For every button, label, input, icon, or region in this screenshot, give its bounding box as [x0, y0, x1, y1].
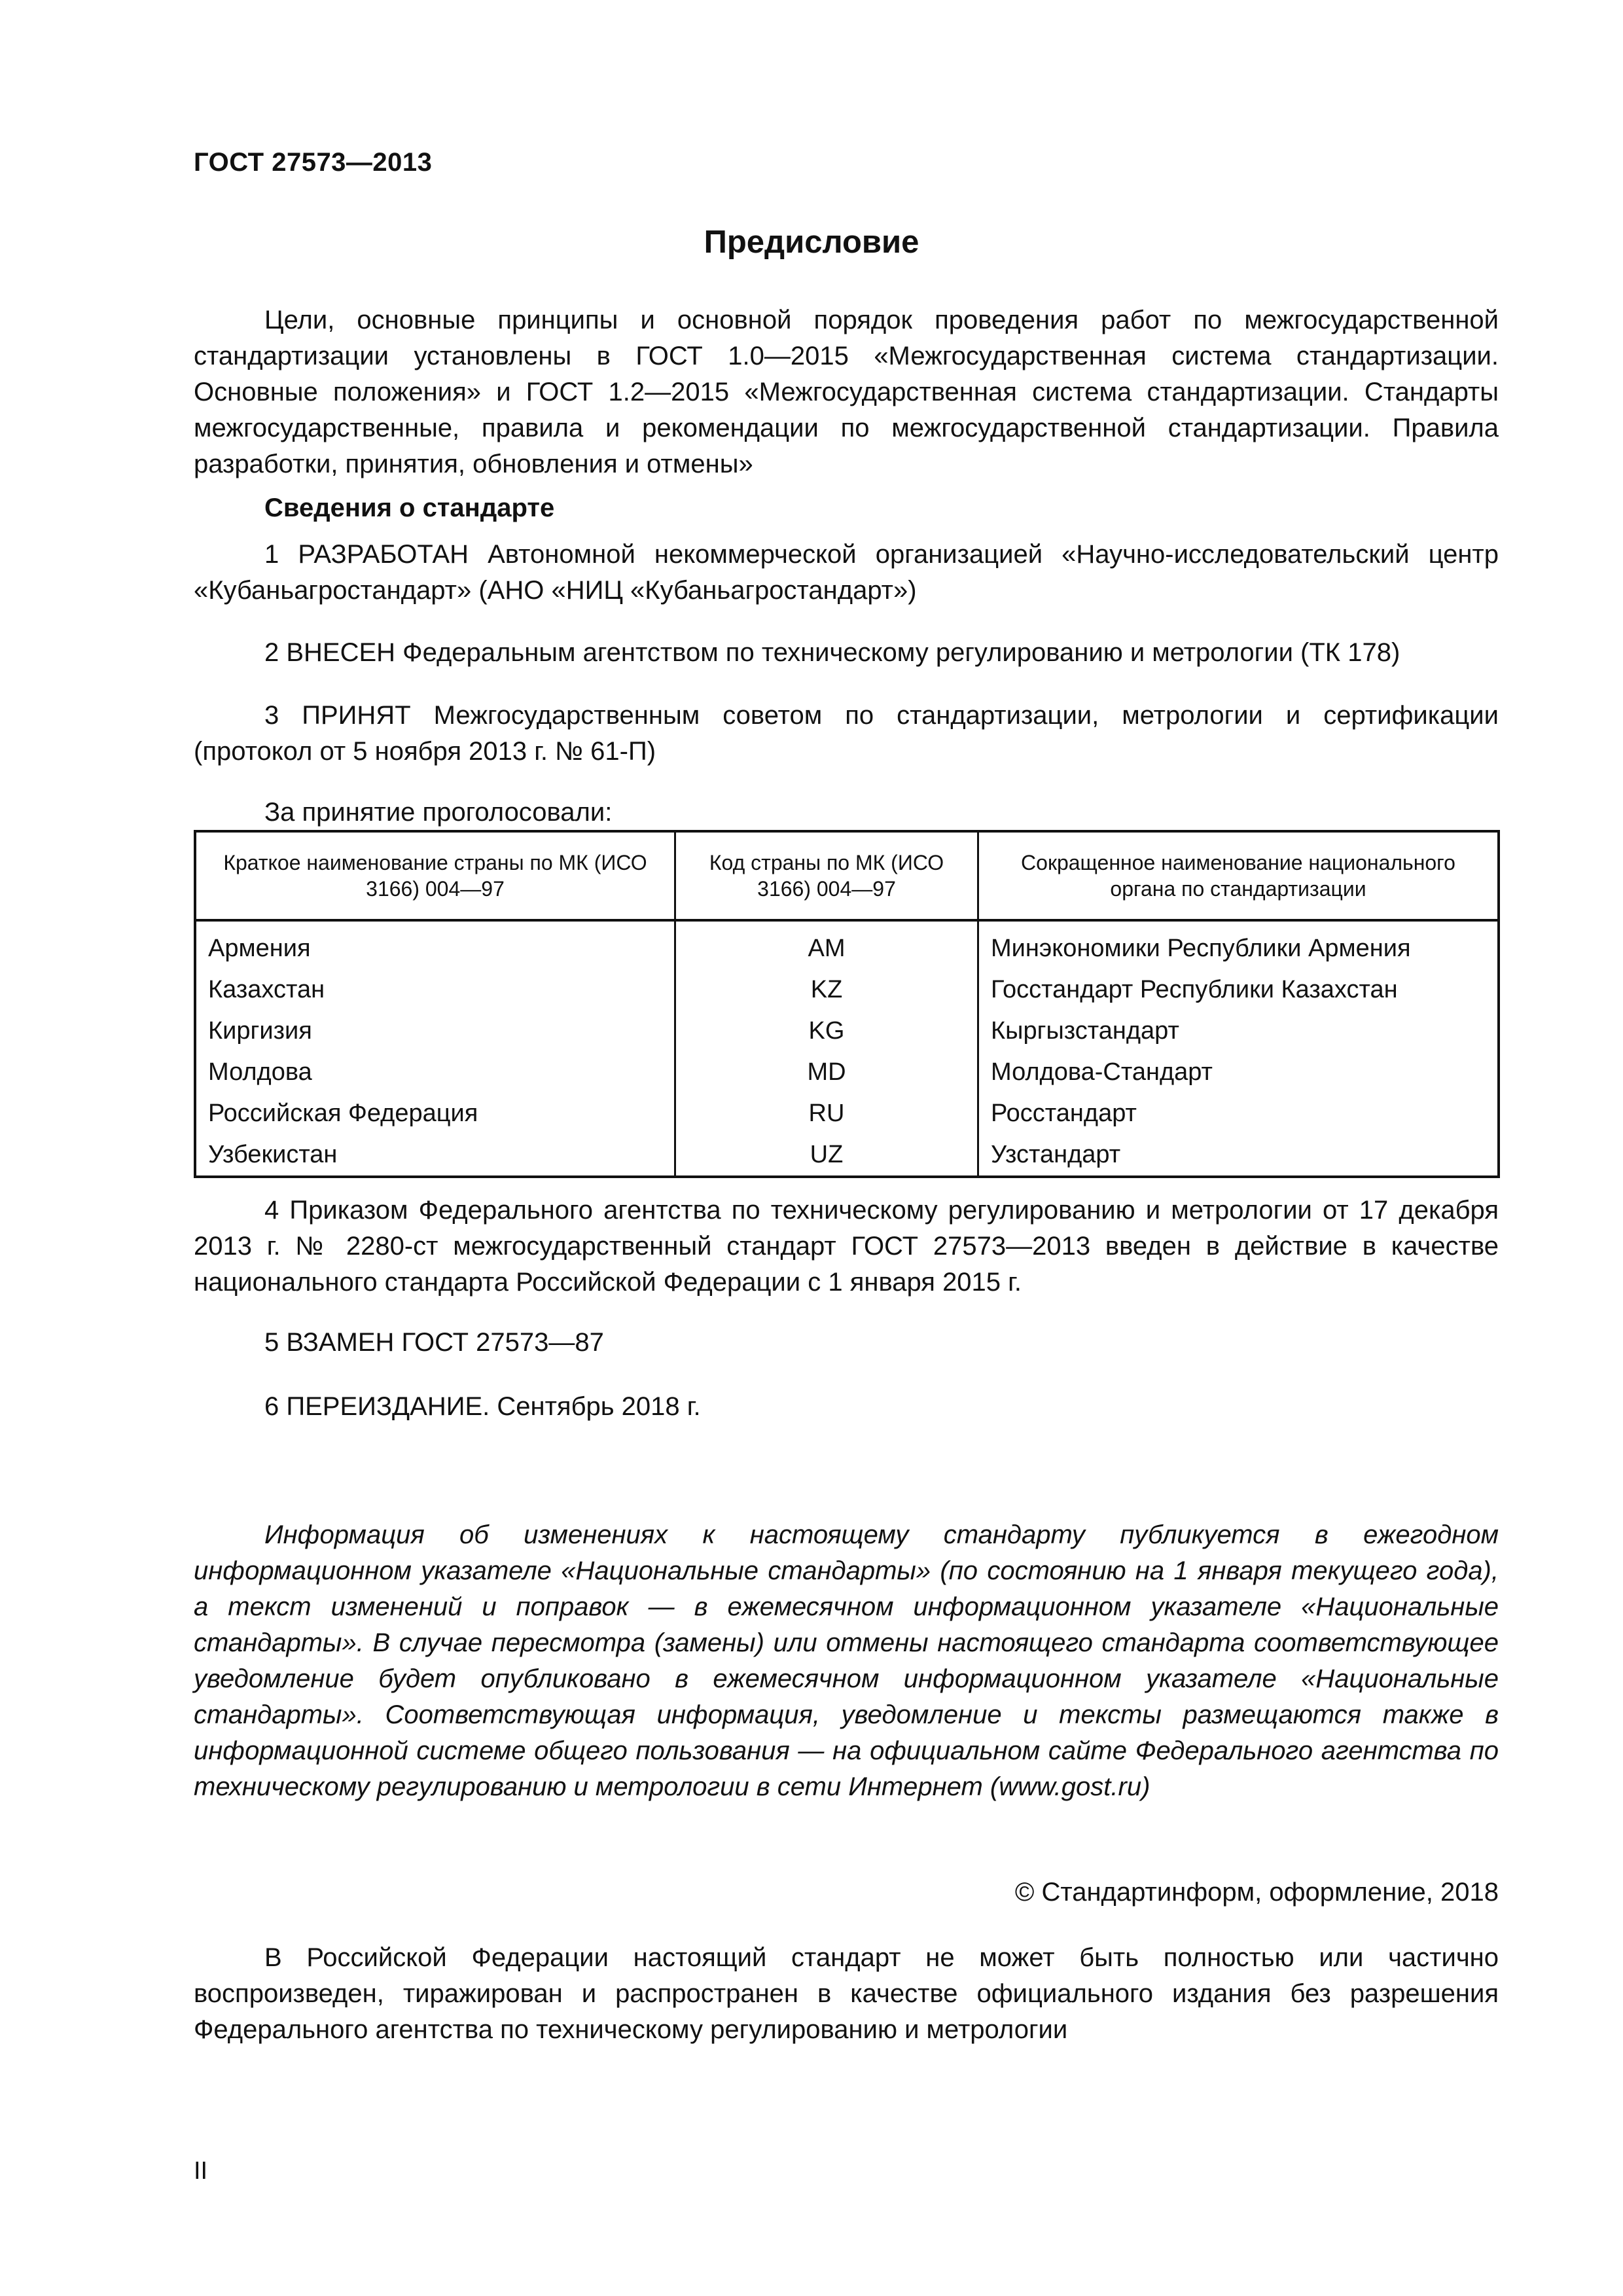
table-cell-authority: Росстандарт	[978, 1093, 1499, 1134]
table-header-row	[195, 831, 1499, 920]
restriction-paragraph: В Российской Федерации настоящий стандарт не может быть полностью или частично воспроизведен, тиражирован и распространен в качестве официального издания без разрешения Федерального агентства по техническому регулированию и метрологии	[194, 1943, 1499, 2044]
table-cell-code: MD	[675, 1052, 978, 1093]
table-row	[195, 1052, 1499, 1093]
page-title: Предисловие	[704, 224, 919, 260]
copyright-line: © Стандартинформ, оформление, 2018	[1014, 1878, 1499, 1907]
table-cell-code: AM	[675, 920, 978, 969]
table-cell-code: KG	[675, 1011, 978, 1052]
table-cell-authority: Госстандарт Республики Казахстан	[978, 969, 1499, 1011]
table-cell-authority: Узстандарт	[978, 1134, 1499, 1177]
table-header-country: Краткое наименование страны по МК (ИСО 3166) 004—97	[195, 831, 675, 920]
item-developed: 1 РАЗРАБОТАН Автономной некоммерческой организацией «Научно-исследовательский центр «Кубаньагростандарт» (АНО «НИЦ «Кубаньагростандарт»)	[194, 540, 1499, 605]
table-cell-authority: Кыргызстандарт	[978, 1011, 1499, 1052]
table-cell-country: Казахстан	[195, 969, 675, 1011]
item-enacted: 4 Приказом Федерального агентства по техническому регулированию и метрологии от 17 декабря 2013 г. № 2280-ст межгосударственный стандарт ГОСТ 27573—2013 введен в действие в качестве национального стандарта Российской Федерации с 1 января 2015 г.	[194, 1196, 1499, 1297]
table-row	[195, 920, 1499, 969]
page-number: II	[194, 2157, 208, 2185]
table-cell-code: RU	[675, 1093, 978, 1134]
info-heading: Сведения о стандарте	[264, 493, 555, 522]
item-reissue: 6 ПЕРЕИЗДАНИЕ. Сентябрь 2018 г.	[264, 1392, 701, 1421]
item-introduced: 2 ВНЕСЕН Федеральным агентством по техническому регулированию и метрологии (ТК 178)	[264, 638, 1400, 667]
table-row	[195, 1134, 1499, 1177]
table-cell-country: Российская Федерация	[195, 1093, 675, 1134]
table-cell-code: KZ	[675, 969, 978, 1011]
table-row	[195, 1011, 1499, 1052]
table-cell-code: UZ	[675, 1134, 978, 1177]
item-replaces: 5 ВЗАМЕН ГОСТ 27573—87	[264, 1328, 604, 1357]
table-cell-country: Узбекистан	[195, 1134, 675, 1177]
table-row	[195, 969, 1499, 1011]
table-cell-authority: Минэкономики Республики Армения	[978, 920, 1499, 969]
table-cell-country: Молдова	[195, 1052, 675, 1093]
table-cell-country: Киргизия	[195, 1011, 675, 1052]
item-adopted: 3 ПРИНЯТ Межгосударственным советом по стандартизации, метрологии и сертификации (протокол от 5 ноября 2013 г. № 61-П)	[194, 701, 1499, 766]
table-row	[195, 1093, 1499, 1134]
voting-table	[194, 830, 1500, 1178]
intro-paragraph: Цели, основные принципы и основной порядок проведения работ по межгосударственной стандартизации установлены в ГОСТ 1.0—2015 «Межгосударственная система стандартизации. Основные положения» и ГОСТ 1.2—2015 «Межгосударственная система стандартизации. Стандарты межгосударственные, правила и рекомендации по межгосударственной стандартизации. Правила разработки, принятия, обновления и отмены»	[194, 306, 1499, 478]
table-cell-authority: Молдова-Стандарт	[978, 1052, 1499, 1093]
table-header-code: Код страны по МК (ИСО 3166) 004—97	[675, 831, 978, 920]
vote-intro: За принятие проголосовали:	[264, 798, 613, 827]
document-code: ГОСТ 27573—2013	[194, 148, 433, 177]
table-header-authority: Сокращенное наименование национального органа по стандартизации	[978, 831, 1499, 920]
changes-notice: Информация об изменениях к настоящему стандарту публикуется в ежегодном информационном указателе «Национальные стандарты» (по состоянию на 1 января текущего года), а текст изменений и поправок — в ежемесячном информационном указателе «Национальные стандарты». В случае пересмотра (замены) или отмены настоящего стандарта соответствующее уведомление будет опубликовано в ежемесячном информационном указателе «Национальные стандарты». Соответствующая информация, уведомление и тексты размещаются также в информационной системе общего пользования — на официальном сайте Федерального агентства по техническому регулированию и метрологии в сети Интернет (www.gost.ru)	[194, 1520, 1499, 1801]
table-cell-country: Армения	[195, 920, 675, 969]
